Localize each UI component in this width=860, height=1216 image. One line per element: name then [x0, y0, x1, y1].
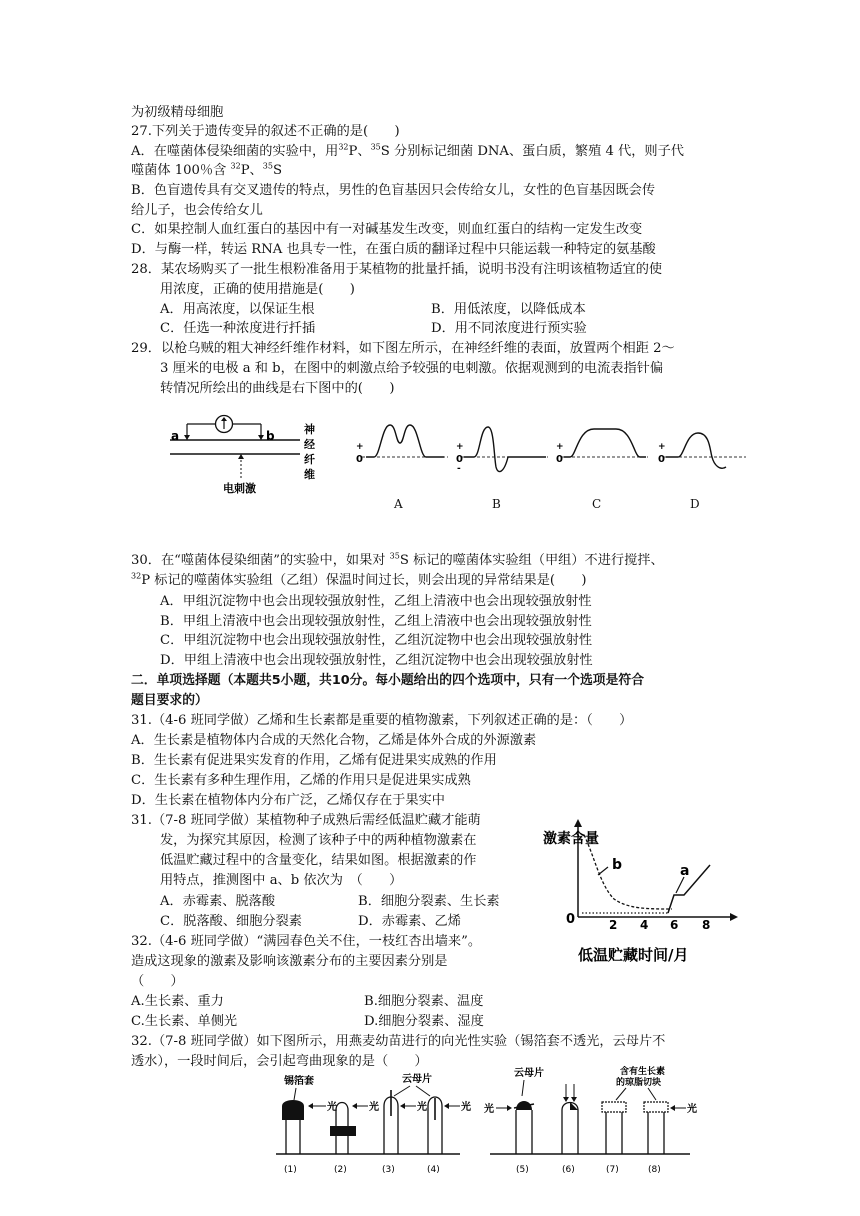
light-label-1: 光	[327, 1102, 337, 1113]
label-5: (5)	[516, 1165, 529, 1175]
light-label-6: 光	[687, 1104, 697, 1115]
foil-label: 锡箔套	[284, 1076, 314, 1087]
stimulus-label: 电刺激	[223, 482, 256, 494]
q32b-stem-cont: 透水），一段时间后，会引起弯曲现象的是（ ）	[131, 1054, 428, 1069]
q29-stem-cont1: 3 厘米的电极 a 和 b，在图中的刺激点给予较强的电刺激。依据观测到的电流表指针偏	[160, 361, 664, 376]
option-d-label: D	[690, 497, 700, 511]
label-3: (3)	[382, 1165, 395, 1175]
chart-ylabel-1: 激素含量	[543, 831, 599, 847]
electrode-b-label: b	[266, 429, 275, 443]
svg-text:0: 0	[556, 454, 563, 465]
svg-text:+: +	[356, 442, 364, 452]
seedling-6	[562, 1102, 578, 1154]
q30-option-c: C．甲组沉淀物中也会出现较强放射性，乙组沉淀物中也会出现较强放射性	[160, 633, 593, 648]
q31a-option-b: B．生长素有促进果实发育的作用，乙烯有促进果实成熟的作用	[131, 753, 497, 768]
svg-text:-: -	[457, 464, 461, 474]
q31b-stem-cont2: 低温贮藏过程中的含量变化，结果如图。根据激素的作	[160, 853, 477, 868]
tick-0: 0	[566, 912, 576, 927]
tick-6: 6	[670, 918, 679, 932]
q29-stem-cont2: 转情况所绘出的曲线是右下图中的( )	[160, 381, 395, 396]
q32b-stem: 32.（7-8 班同学做）如下图所示，用燕麦幼苗进行的向光性实验（锡箔套不透光，云母片不	[131, 1034, 666, 1049]
seedling-1	[282, 1100, 304, 1154]
nerve-char-1: 神	[304, 423, 315, 436]
svg-text:+: +	[456, 442, 464, 452]
svg-text:0: 0	[456, 454, 463, 465]
chart-xlabel: 低温贮藏时间/月	[578, 946, 689, 964]
seedling-4	[428, 1097, 442, 1154]
q31b-option-d: D．赤霉素、乙烯	[358, 914, 461, 929]
nerve-fiber-diagram	[165, 412, 325, 494]
q27-option-a: A．在噬菌体侵染细菌的实验中，用$^{32}$P、$^{35}$S 分别标记细菌 DNA、蛋白质，繁殖 4 代，则子代	[131, 142, 684, 159]
q32a-stem-cont2: （ ）	[131, 974, 184, 989]
q30-stem-cont: $^{32}$P 标记的噬菌体实验组（乙组）保温时间过长，则会出现的异常结果是( )	[131, 571, 587, 588]
option-a-label: A	[394, 497, 403, 511]
q28-stem-cont: 用浓度，正确的使用措施是( )	[160, 282, 355, 297]
nerve-char-4: 维	[304, 468, 315, 481]
waveform-c	[556, 429, 648, 465]
q28-stem: 28．某农场购买了一批生根粉准备用于某植物的批量扦插，说明书没有注明该植物适宜的使	[131, 262, 663, 277]
label-4: (4)	[427, 1165, 440, 1175]
q31b-stem: 31.（7-8 班同学做）某植物种子成熟后需经低温贮藏才能萌	[131, 813, 481, 828]
q28-option-b: B．用低浓度，以降低成本	[431, 302, 586, 317]
q31b-option-a: A．赤霉素、脱落酸	[160, 894, 276, 909]
q28-option-a: A．用高浓度，以保证生根	[160, 302, 315, 317]
q31a-option-a: A．生长素是植物体内合成的天然化合物，乙烯是体外合成的外源激素	[131, 733, 537, 748]
seedling-8	[644, 1102, 668, 1154]
curve-b-label: b	[612, 857, 623, 873]
q31b-stem-cont1: 发，为探究其原因，检测了该种子中的两种植物激素在	[160, 833, 477, 848]
q32a-option-a: A.生长素、重力	[131, 994, 224, 1009]
q27-option-c: C．如果控制人血红蛋白的基因中有一对碱基发生改变，则血红蛋白的结构一定发生改变	[131, 222, 643, 237]
waveform-a	[356, 425, 448, 465]
tick-4: 4	[640, 918, 649, 932]
waveform-b	[456, 427, 548, 474]
q27-option-b-cont: 给儿子，也会传给女儿	[131, 203, 263, 218]
label-1: (1)	[284, 1165, 297, 1175]
section-2-heading-cont: 题目要求的）	[131, 693, 208, 708]
waveform-options	[348, 415, 748, 475]
q27-option-b: B．色盲遗传具有交叉遗传的特点，男性的色盲基因只会传给女儿，女性的色盲基因既会传	[131, 183, 655, 198]
q28-option-d: D．用不同浓度进行预实验	[431, 321, 587, 336]
label-7: (7)	[606, 1165, 619, 1175]
seedling-5	[514, 1101, 534, 1154]
svg-text:+: +	[556, 442, 564, 452]
mica-label-2: 云母片	[514, 1068, 544, 1079]
svg-text:0: 0	[356, 454, 363, 465]
light-label-3: 光	[417, 1102, 427, 1113]
q31b-stem-cont3: 用特点，推测图中 a、b 依次为 （ ）	[160, 873, 403, 888]
nerve-char-2: 经	[304, 438, 315, 451]
intro-text: 为初级精母细胞	[131, 105, 224, 120]
label-2: (2)	[334, 1165, 347, 1175]
q31a-option-c: C．生长素有多种生理作用，乙烯的作用只是促进果实成熟	[131, 773, 471, 788]
agar-label-2: 的琼脂切块	[616, 1078, 662, 1088]
seedling-diagram	[270, 1060, 720, 1180]
label-8: (8)	[648, 1165, 661, 1175]
q30-option-b: B．甲组上清液中也会出现较强放射性，乙组上清液中也会出现较强放射性	[160, 614, 592, 629]
q29-stem: 29．以枪乌贼的粗大神经纤维作材料，如下图左所示，在神经纤维的表面，放置两个相距 2～	[131, 341, 675, 356]
electrode-a-label: a	[171, 429, 180, 443]
q32a-stem-cont1: 造成这现象的激素及影响该激素分布的主要因素分别是	[131, 954, 448, 969]
q27-option-d: D．与酶一样，转运 RNA 也具专一性，在蛋白质的翻译过程中只能运载一种特定的氨基酸	[131, 242, 656, 257]
label-6: (6)	[562, 1165, 575, 1175]
q31a-stem: 31.（4-6 班同学做）乙烯和生长素都是重要的植物激素，下列叙述正确的是：（ ）	[131, 713, 633, 728]
svg-text:+: +	[658, 442, 666, 452]
curve-a-label: a	[680, 863, 690, 879]
light-label-5: 光	[484, 1104, 494, 1115]
q32a-stem: 32.（4-6 班同学做）“满园春色关不住，一枝红杏出墙来”。	[131, 934, 482, 949]
nerve-char-3: 纤	[304, 453, 315, 466]
agar-label-1: 含有生长素	[620, 1067, 666, 1077]
q31b-option-b: B．细胞分裂素、生长素	[358, 894, 500, 909]
seedling-3	[384, 1090, 398, 1154]
mica-label: 云母片	[402, 1074, 432, 1085]
q31a-option-d: D．生长素在植物体内分布广泛，乙烯仅存在于果实中	[131, 793, 445, 808]
hormone-chart	[538, 815, 748, 975]
q30-option-a: A．甲组沉淀物中也会出现较强放射性，乙组上清液中也会出现较强放射性	[160, 594, 592, 609]
q30-stem: 30．在“噬菌体侵染细菌”的实验中，如果对 $^{35}$S 标记的噬菌体实验组（甲组）不进行搅拌、	[131, 551, 664, 568]
option-c-label: C	[592, 497, 602, 511]
q32a-option-c: C.生长素、单侧光	[131, 1014, 238, 1029]
q27-stem: 27.下列关于遗传变异的叙述不正确的是( )	[131, 124, 400, 139]
q32a-option-d: D.细胞分裂素、湿度	[364, 1014, 484, 1029]
q32a-option-b: B.细胞分裂素、温度	[364, 994, 484, 1009]
light-label-2: 光	[369, 1102, 379, 1113]
section-2-heading: 二．单项选择题（本题共5小题，共10分。每小题给出的四个选项中，只有一个选项是符合	[131, 673, 644, 688]
q31b-option-c: C．脱落酸、细胞分裂素	[160, 914, 302, 929]
tick-8: 8	[702, 918, 711, 932]
waveform-d	[658, 433, 746, 468]
q28-option-c: C．任选一种浓度进行扦插	[160, 321, 316, 336]
q27-option-a-cont: 噬菌体 100％含 $^{32}$P、$^{35}$S	[131, 161, 282, 178]
tick-2: 2	[609, 918, 618, 932]
seedling-7	[602, 1102, 626, 1154]
light-label-4: 光	[461, 1102, 471, 1113]
option-b-label: B	[492, 497, 501, 511]
q30-option-d: D．甲组上清液中也会出现较强放射性，乙组沉淀物中也会出现较强放射性	[160, 653, 593, 668]
svg-text:0: 0	[658, 454, 665, 465]
